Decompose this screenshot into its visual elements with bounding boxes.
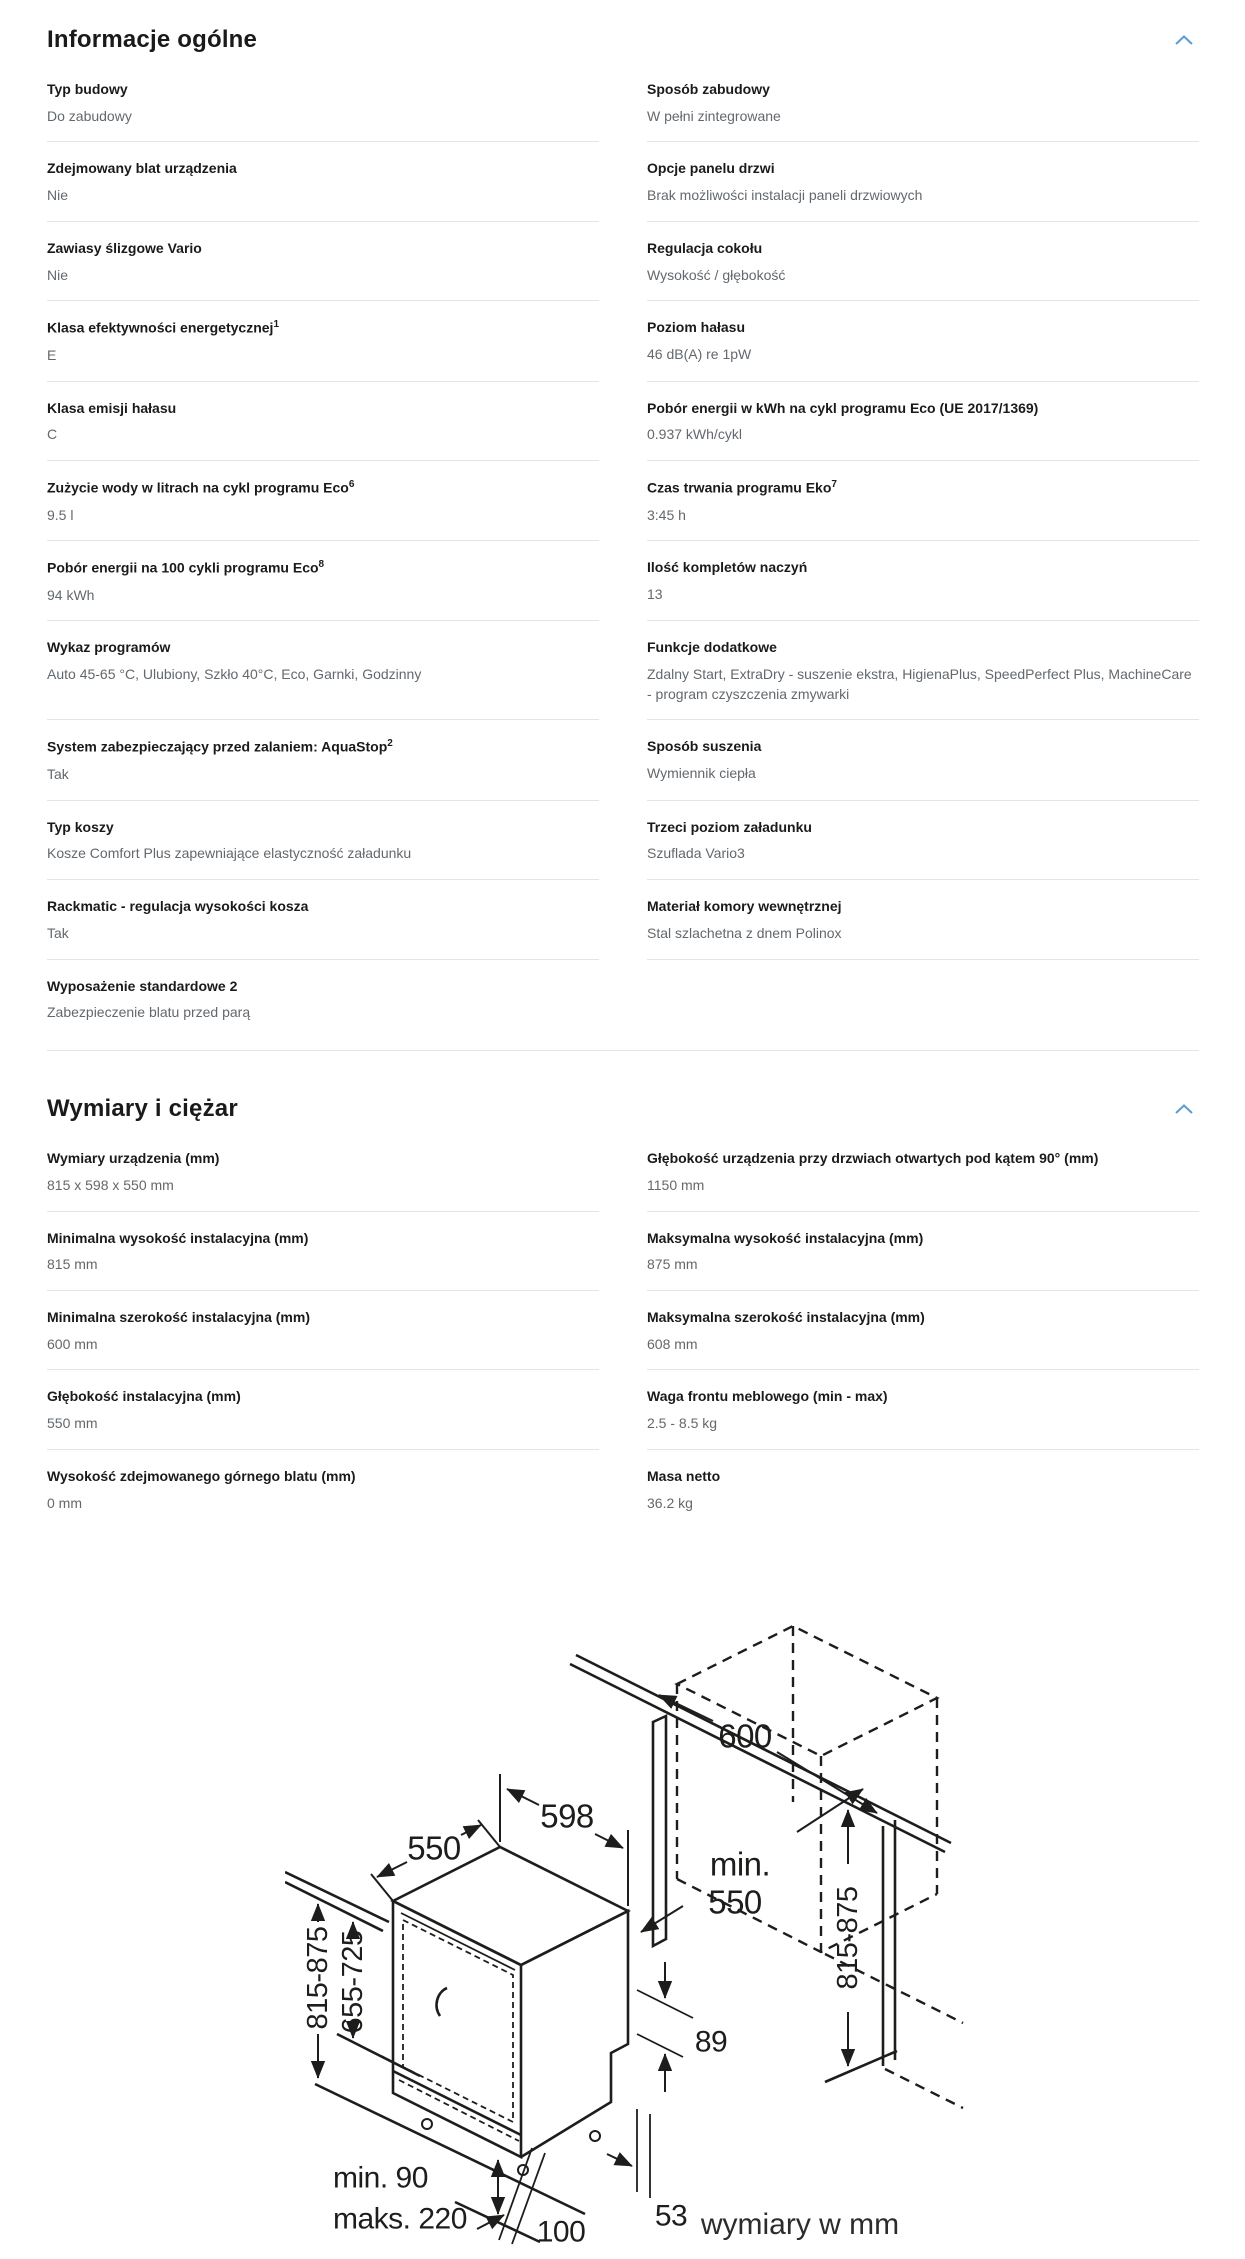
dim-arrow — [507, 1789, 539, 1805]
spec-label: Trzeci poziom załadunku — [647, 818, 812, 835]
chevron-up-icon — [1173, 33, 1195, 47]
spec-value: Zabezpieczenie blatu przed parą — [47, 1004, 251, 1021]
spec-value: Nie — [47, 187, 69, 204]
spec-label: Typ budowy — [47, 81, 128, 97]
spec-row — [47, 1370, 599, 1449]
spec-label: Waga frontu meblowego (min - max) — [647, 1388, 888, 1405]
plinth-top-line — [337, 2034, 420, 2076]
installation-diagram — [285, 1564, 965, 2259]
spec-value: 94 kWh — [47, 586, 95, 603]
spec-value: Do zabudowy — [47, 107, 132, 124]
spec-row — [647, 1212, 1199, 1291]
spec-label: Regulacja cokołu — [647, 239, 763, 256]
spec-value: 875 mm — [647, 1256, 698, 1273]
section-header-general — [47, 26, 1199, 54]
adjustable-foot — [590, 2131, 600, 2141]
spec-label: Masa netto — [647, 1467, 721, 1484]
spec-label: Maksymalna szerokość instalacyjna (mm) — [647, 1309, 925, 1325]
dim-niche-depth: 550 — [708, 1883, 762, 1921]
dishwasher-side-face — [521, 1911, 628, 2157]
spec-row — [47, 1450, 599, 1528]
spec-value: 0.937 kWh/cykl — [647, 426, 742, 443]
countertop-line-left — [285, 1872, 389, 1922]
section-title-dimensions: Wymiary i ciężar — [47, 1095, 238, 1123]
diagram-caption: wymiary w mm — [700, 2208, 900, 2242]
spec-value: 3:45 h — [647, 506, 686, 523]
section-title-general: Informacje ogólne — [47, 26, 258, 53]
dim-base-step: 89 — [694, 2025, 728, 2059]
spec-rows-dimensions — [47, 1149, 1199, 1528]
spec-label-footnote: 2 — [387, 738, 393, 750]
spec-row — [647, 461, 1199, 541]
spec-label: Czas trwania programu Eko$^7$ — [647, 479, 837, 496]
spec-label-footnote: 6 — [348, 479, 355, 491]
spec-label-footnote: 8 — [318, 559, 325, 571]
door-top-edge — [401, 1913, 515, 1970]
spec-row — [647, 1149, 1199, 1211]
spec-row-empty — [647, 960, 1199, 1038]
spec-row — [47, 1212, 599, 1291]
spec-row — [647, 382, 1199, 461]
spec-value: Auto 45-65 °C, Ulubiony, Szkło 40°C, Eco, Garnki, Godzinny — [47, 666, 422, 683]
spec-row — [647, 142, 1199, 221]
spec-row — [647, 1450, 1199, 1528]
countertop-line-left — [285, 1882, 383, 1931]
spec-value: 600 mm — [47, 1335, 98, 1352]
spec-row — [647, 301, 1199, 381]
dim-arrow — [461, 1825, 481, 1835]
spec-label: Materiał komory wewnętrznej — [647, 898, 842, 915]
spec-value: Brak możliwości instalacji paneli drzwiowych — [647, 187, 923, 204]
spec-label: Zawiasy ślizgowe Vario — [47, 239, 202, 256]
spec-label: Klasa emisji hałasu — [47, 399, 177, 416]
spec-label: Wyposażenie standardowe 2 — [47, 977, 238, 994]
spec-value: 550 mm — [47, 1415, 98, 1432]
spec-label: Pobór energii w kWh na cykl programu Eco (UE 2017/1369) — [647, 399, 1039, 416]
spec-label: Wymiary urządzenia (mm) — [47, 1150, 220, 1167]
spec-row — [47, 301, 599, 381]
spec-label: Sposób zabudowy — [647, 81, 770, 97]
spec-label: System zabezpieczający przed zalaniem: AquaStop$^2$ — [47, 738, 393, 756]
spec-label: Wykaz programów — [47, 639, 171, 656]
spec-label: Maksymalna wysokość instalacyjna (mm) — [647, 1229, 924, 1246]
spec-row — [647, 1291, 1199, 1370]
countertop-line — [570, 1664, 945, 1852]
spec-value: 0 mm — [47, 1494, 82, 1511]
spec-label: Poziom hałasu — [647, 319, 746, 336]
cabinet-side-panel — [653, 1716, 666, 1946]
spec-row — [47, 382, 599, 461]
spec-row — [47, 960, 599, 1038]
dim-depth-top: 550 — [407, 1829, 461, 1867]
spec-value: Zdalny Start, ExtraDry - suszenie ekstra, HigienaPlus, SpeedPerfect Plus, MachineCare - program czyszczenia zmywarki — [647, 666, 1192, 702]
niche-floor-dashed — [885, 2069, 963, 2108]
spec-row — [647, 720, 1199, 800]
dim-toe-gap: 53 — [654, 2199, 688, 2233]
spec-label: Zużycie wody w litrach na cykl programu Eco$^6$ — [47, 479, 355, 496]
spec-row — [47, 142, 599, 221]
spec-label: Funkcje dodatkowe — [647, 639, 777, 656]
door-panel-dashed — [403, 1920, 513, 2122]
dishwasher-front-face — [393, 1901, 521, 2157]
dim-arrow — [607, 2154, 632, 2166]
extension-line — [637, 2034, 683, 2057]
dim-arrow — [595, 1834, 623, 1848]
spec-label: Minimalna szerokość instalacyjna (mm) — [47, 1309, 310, 1325]
spec-label: Minimalna wysokość instalacyjna (mm) — [47, 1229, 309, 1246]
collapse-dimensions-button[interactable] — [1169, 1098, 1199, 1120]
spec-value: Kosze Comfort Plus zapewniające elastyczność załadunku — [47, 845, 412, 862]
spec-value: Nie — [47, 266, 69, 283]
spec-row — [47, 880, 599, 959]
spec-label: Zdejmowany blat urządzenia — [47, 160, 237, 177]
spec-row — [47, 541, 599, 621]
spec-row — [647, 80, 1199, 142]
spec-label: Opcje panelu drzwi — [647, 160, 775, 177]
spec-value: 9.5 l — [47, 506, 74, 523]
spec-value: 13 — [647, 586, 663, 603]
spec-label: Pobór energii na 100 cykli programu Eco$^8$ — [47, 559, 325, 576]
spec-label: Wysokość zdejmowanego górnego blatu (mm) — [47, 1467, 356, 1484]
dishwasher-dimension-drawing — [285, 1564, 965, 2254]
spec-value: 2.5 - 8.5 kg — [647, 1415, 718, 1432]
dim-door-height: 655-725 — [337, 1930, 369, 2034]
door-handle-mark — [437, 1988, 447, 2016]
spec-label-footnote: 7 — [831, 479, 837, 491]
spec-value: Stal szlachetna z dnem Polinox — [647, 924, 842, 941]
dim-arrow — [641, 1906, 683, 1932]
extension-line — [371, 1874, 393, 1901]
spec-rows-general — [47, 80, 1199, 1038]
floor-line — [315, 2084, 585, 2214]
spec-value: Wysokość / głębokość — [647, 266, 786, 283]
spec-row — [47, 80, 599, 142]
cabinet-bottom-edge — [825, 2051, 897, 2082]
dim-niche-width: 600 — [718, 1717, 772, 1755]
section-header-dimensions — [47, 1095, 1199, 1123]
extension-line — [499, 2148, 532, 2240]
spec-row — [47, 1149, 599, 1211]
dim-arrow — [377, 1862, 407, 1877]
spec-value: 608 mm — [647, 1335, 698, 1352]
spec-row — [647, 621, 1199, 720]
spec-label: Sposób suszenia — [647, 738, 762, 755]
chevron-up-icon — [1173, 1102, 1195, 1116]
spec-row — [47, 222, 599, 301]
spec-value: 1150 mm — [647, 1176, 705, 1193]
spec-value: 815 mm — [47, 1256, 98, 1273]
spec-label-footnote: 1 — [273, 319, 279, 331]
spec-row — [647, 222, 1199, 301]
spec-row — [47, 1291, 599, 1370]
spec-label: Rackmatic - regulacja wysokości kosza — [47, 898, 309, 915]
spec-value: Tak — [47, 924, 69, 941]
dim-width-top: 598 — [540, 1797, 594, 1835]
spec-value: W pełni zintegrowane — [647, 107, 781, 124]
spec-value: Szuflada Vario3 — [647, 845, 745, 862]
spec-value: Tak — [47, 765, 69, 782]
spec-row — [647, 801, 1199, 880]
spec-label: Głębokość urządzenia przy drzwiach otwartych pod kątem 90° (mm) — [647, 1150, 1099, 1167]
spec-value: Wymiennik ciepła — [647, 765, 756, 782]
spec-value: 815 x 598 x 550 mm — [47, 1176, 174, 1193]
section-divider — [47, 1050, 1199, 1051]
spec-row — [47, 621, 599, 720]
spec-value: 36.2 kg — [647, 1494, 693, 1511]
dim-foot-inset: 100 — [536, 2215, 586, 2249]
spec-value: 46 dB(A) re 1pW — [647, 346, 752, 363]
spec-label: Ilość kompletów naczyń — [647, 559, 808, 576]
dim-plinth-max: maks. 220 — [333, 2202, 467, 2236]
spec-row — [47, 461, 599, 541]
dim-height-right: 815-875 — [832, 1886, 864, 1990]
spec-label: Głębokość instalacyjna (mm) — [47, 1388, 241, 1405]
adjustable-foot — [422, 2119, 432, 2129]
extension-line — [478, 1820, 500, 1847]
spec-row — [647, 1370, 1199, 1449]
dim-height-left: 815-875 — [302, 1926, 334, 2030]
spec-row — [647, 880, 1199, 959]
spec-value: E — [47, 347, 57, 363]
spec-row — [47, 720, 599, 800]
dim-plinth-min: min. 90 — [333, 2161, 428, 2195]
spec-row — [647, 541, 1199, 621]
spec-label: Klasa efektywności energetycznej$^1$ — [47, 319, 279, 337]
spec-value: C — [47, 426, 58, 443]
spec-label: Typ koszy — [47, 818, 114, 835]
dim-niche-depth-prefix: min. — [709, 1845, 771, 1883]
collapse-general-button[interactable] — [1169, 29, 1199, 51]
spec-row — [47, 801, 599, 880]
